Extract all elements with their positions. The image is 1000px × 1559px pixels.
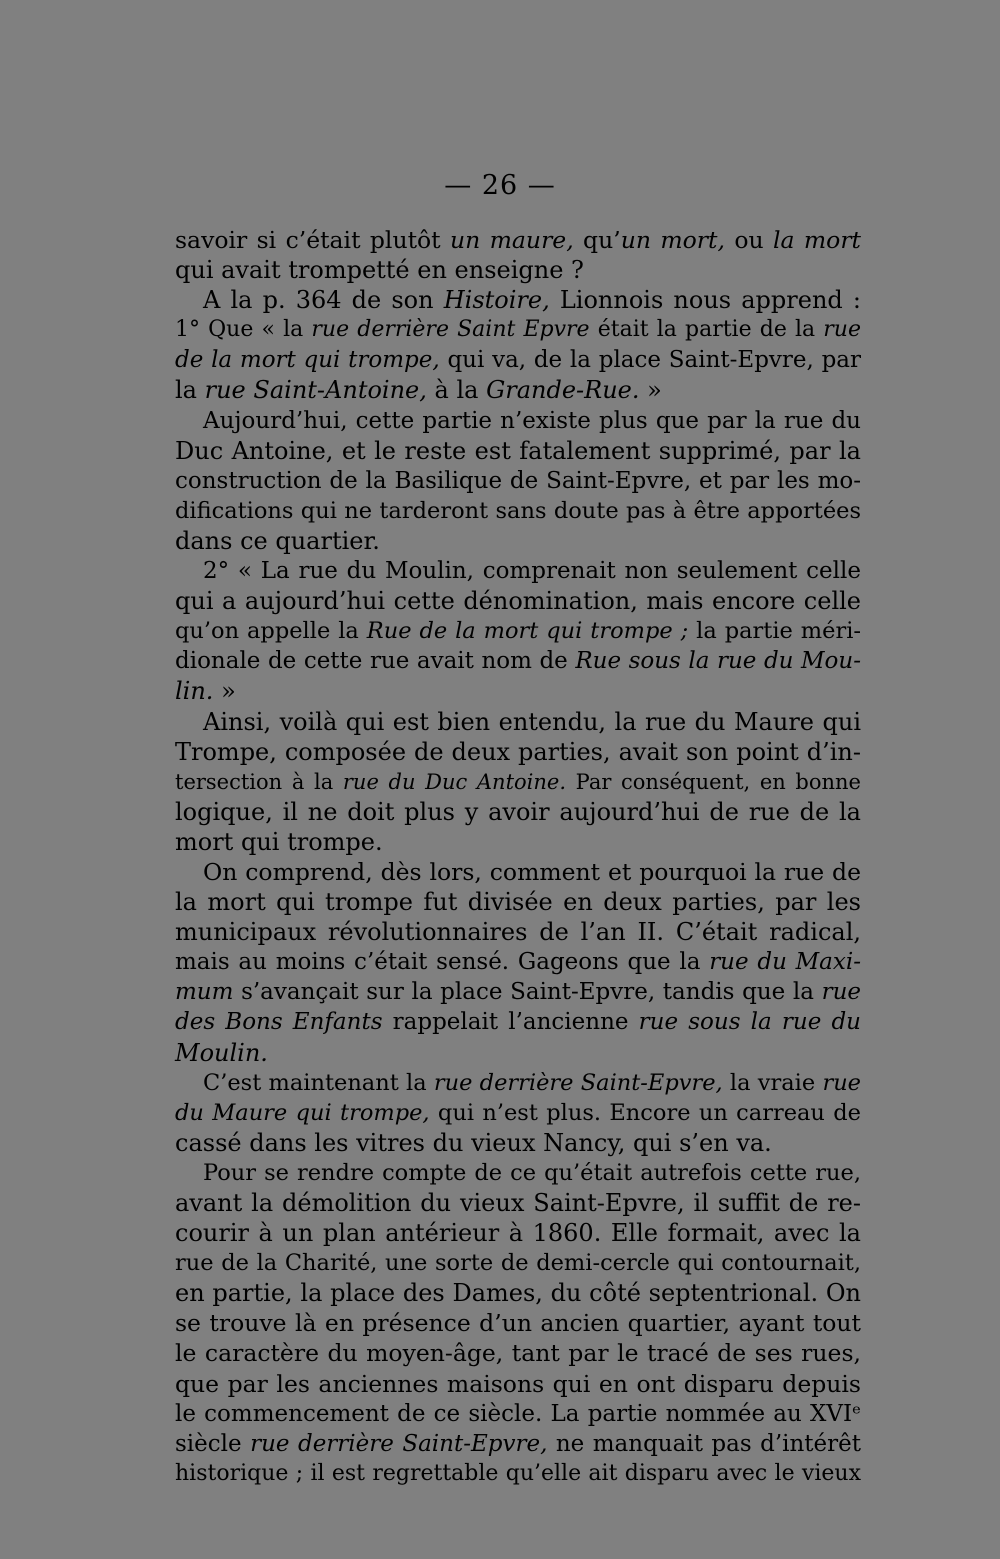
- text-run: »: [639, 376, 662, 405]
- text-run: Par conséquent, en bonne: [566, 769, 861, 794]
- text-run: le commencement de ce siècle. La partie nommée au XVIᵉ: [175, 1400, 861, 1427]
- italic-text: un mort,: [620, 226, 725, 254]
- italic-text: rue derrière Saint-Epvre,: [433, 1069, 723, 1096]
- italic-text: Grande-Rue.: [486, 376, 640, 405]
- text-run: s’avançait sur la place Saint-Epvre, tandis que la: [233, 979, 822, 1006]
- text-run: qui avait trompetté en enseigne ?: [175, 256, 584, 285]
- text-run: qui a aujourd’hui cette dénomination, mais encore celle: [175, 587, 861, 616]
- text-line: [175, 1278, 861, 1308]
- text-run: Ainsi, voilà qui est bien entendu, la rue du Maure qui: [203, 707, 861, 736]
- text-run: On comprend, dès lors, comment et pourquoi la rue de: [203, 857, 861, 886]
- italic-text: lin.: [175, 677, 214, 706]
- text-line: [175, 496, 861, 526]
- italic-text: mum: [175, 979, 234, 1006]
- text-run: ou: [724, 226, 773, 254]
- text-run: se trouve là en présence d’un ancien quartier, ayant tout: [175, 1309, 861, 1338]
- text-run: A la p. 364 de son: [203, 286, 444, 315]
- text-line: [175, 556, 861, 586]
- text-line: [175, 406, 861, 436]
- text-line: [175, 737, 861, 767]
- text-run: la mort qui trompe fut divisée en deux parties, par les: [175, 888, 861, 917]
- text-line: [175, 1068, 861, 1098]
- italic-text: rue Saint-Antoine,: [204, 376, 427, 405]
- text-line: [175, 827, 861, 857]
- italic-text: du Maure qui trompe,: [175, 1099, 430, 1126]
- text-run: qui va, de la place Saint-Epvre, par: [439, 347, 861, 374]
- text-run: dionale de cette rue avait nom de: [175, 648, 576, 675]
- text-line: [175, 1218, 861, 1248]
- italic-text: Rue sous la rue du Mou-: [575, 648, 861, 675]
- text-run: courir à un plan antérieur à 1860. Elle formait, avec la: [175, 1219, 861, 1248]
- text-run: mais au moins c’était sensé. Gageons que la: [175, 949, 710, 976]
- text-run: Aujourd’hui, cette partie n’existe plus que par la rue du: [203, 407, 861, 434]
- italic-text: de la mort qui trompe,: [175, 347, 440, 374]
- italic-text: Rue de la mort qui trompe ;: [366, 618, 689, 645]
- text-line: [175, 255, 861, 285]
- italic-text: un maure,: [450, 226, 574, 254]
- text-line: [175, 917, 861, 947]
- text-line: [175, 315, 861, 345]
- italic-text: Moulin.: [175, 1038, 268, 1067]
- text-line: [175, 1308, 861, 1338]
- italic-text: des Bons Enfants: [175, 1009, 383, 1036]
- text-line: [175, 586, 861, 616]
- text-line: [175, 646, 861, 676]
- text-run: qu’: [573, 226, 621, 254]
- text-run: la vraie: [722, 1069, 823, 1096]
- text-line: [175, 1369, 861, 1399]
- text-run: mort qui trompe.: [175, 827, 383, 856]
- text-run: rue de la Charité, une sorte de demi-cercle qui contournait,: [175, 1250, 861, 1277]
- page-number: — 26 —: [444, 170, 556, 201]
- text-run: la: [175, 376, 205, 405]
- text-line: [175, 1007, 861, 1037]
- italic-text: rue derrière Saint Epvre: [311, 317, 590, 343]
- text-line: [175, 375, 861, 405]
- text-line: [175, 767, 861, 797]
- text-run: qu’on appelle la: [175, 618, 367, 645]
- text-run: Trompe, composée de deux parties, avait son point d’in-: [175, 737, 861, 766]
- text-run: Lionnois nous apprend :: [549, 286, 861, 315]
- text-run: Pour se rendre compte de ce qu’était autrefois cette rue,: [203, 1159, 861, 1186]
- text-line: [175, 285, 861, 315]
- text-line: [175, 616, 861, 646]
- italic-text: rue du Maxi-: [709, 949, 861, 976]
- text-run: »: [213, 677, 236, 706]
- text-line: [175, 436, 861, 466]
- text-line: [175, 466, 861, 496]
- text-run: 2° « La rue du Moulin, comprenait non seulement celle: [203, 558, 861, 585]
- text-line: [175, 887, 861, 917]
- text-line: [175, 1158, 861, 1188]
- italic-text: rue sous la rue du: [638, 1009, 861, 1036]
- text-run: 1° Que « la: [175, 317, 312, 343]
- text-run: tersection à la: [175, 769, 343, 794]
- text-run: Duc Antoine, et le reste est fatalement supprimé, par la: [175, 436, 861, 465]
- text-run: difications qui ne tarderont sans doute pas à être apportées: [175, 497, 861, 524]
- text-line: [175, 225, 861, 255]
- text-line: [175, 947, 861, 977]
- text-line: [175, 1338, 861, 1368]
- text-run: logique, il ne doit plus y avoir aujourd’hui de rue de la: [175, 797, 861, 826]
- text-run: savoir si c’était plutôt: [175, 226, 450, 254]
- text-run: avant la démolition du vieux Saint-Epvre, il suffit de re-: [175, 1189, 861, 1217]
- italic-text: rue: [822, 1069, 861, 1096]
- italic-text: rue: [823, 317, 861, 343]
- italic-text: rue du Duc Antoine.: [342, 769, 566, 794]
- text-run: le caractère du moyen-âge, tant par le tracé de ses rues,: [175, 1339, 861, 1368]
- text-line: [175, 1399, 861, 1429]
- text-run: rappelait l’ancienne: [382, 1009, 639, 1036]
- text-run: dans ce quartier.: [175, 526, 380, 555]
- text-run: était la partie de la: [589, 317, 824, 343]
- text-run: construction de la Basilique de Saint-Epvre, et par les mo-: [175, 467, 861, 494]
- text-line: [175, 1128, 861, 1158]
- italic-text: la mort: [772, 226, 861, 254]
- text-line: [175, 1459, 861, 1489]
- text-line: [175, 526, 861, 556]
- text-run: la partie méri-: [688, 618, 861, 645]
- text-run: siècle: [175, 1430, 251, 1457]
- text-run: cassé dans les vitres du vieux Nancy, qui s’en va.: [175, 1128, 772, 1157]
- text-run: qui n’est plus. Encore un carreau de: [429, 1099, 861, 1126]
- text-run: C’est maintenant la: [203, 1069, 434, 1096]
- text-line: [175, 1248, 861, 1278]
- text-run: municipaux révolutionnaires de l’an II. C’était radical,: [175, 918, 861, 947]
- text-run: historique ; il est regrettable qu’elle ait disparu avec le vieux: [175, 1460, 861, 1486]
- italic-text: rue: [821, 979, 861, 1006]
- text-line: [175, 1038, 861, 1068]
- text-run: que par les anciennes maisons qui en ont disparu depuis: [175, 1369, 861, 1398]
- text-line: [175, 857, 861, 887]
- italic-text: rue derrière Saint-Epvre,: [250, 1430, 548, 1457]
- text-line: [175, 345, 861, 375]
- text-line: [175, 707, 861, 737]
- text-run: en partie, la place des Dames, du côté septentrional. On: [175, 1279, 861, 1308]
- italic-text: Histoire,: [443, 286, 550, 315]
- text-line: [175, 977, 861, 1007]
- text-line: [175, 1188, 861, 1218]
- text-line: [175, 676, 861, 706]
- text-line: [175, 1429, 861, 1459]
- text-run: ne manquait pas d’intérêt: [547, 1430, 861, 1457]
- text-line: [175, 1098, 861, 1128]
- text-line: [175, 797, 861, 827]
- text-run: à la: [426, 376, 487, 405]
- body-text: [175, 225, 861, 1489]
